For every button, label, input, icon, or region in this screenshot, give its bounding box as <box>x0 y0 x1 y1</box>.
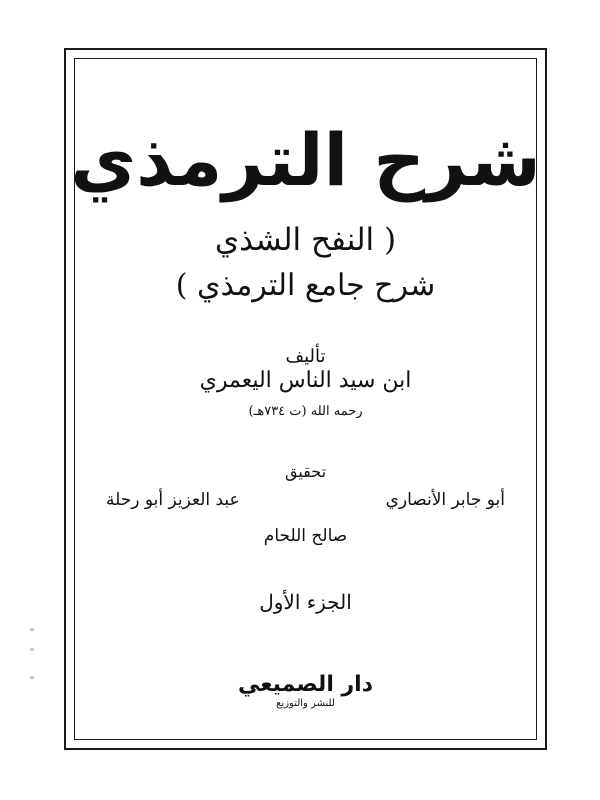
publisher-tagline: للنشر والتوزيع <box>276 698 335 709</box>
book-title: شرح الترمذي <box>70 118 541 202</box>
subtitle-line-1: ( النفح الشذي <box>214 222 397 258</box>
editor-name: صالح اللحام <box>263 526 348 546</box>
publisher-name: دار الصميعي <box>237 672 374 697</box>
outer-border <box>64 48 547 750</box>
subtitle-line-2: شرح جامع الترمذي ) <box>175 268 436 303</box>
scan-speck <box>30 628 34 631</box>
cover-content <box>66 50 545 748</box>
author-label: تأليف <box>285 346 326 367</box>
scan-speck <box>30 648 34 651</box>
editors-row <box>106 490 505 510</box>
editing-label: تحقيق <box>284 462 327 481</box>
author-death-note: رحمه الله (ت ٧٣٤هـ) <box>248 404 363 419</box>
scan-speck <box>30 676 34 679</box>
author-name: ابن سيد الناس اليعمري <box>199 368 412 393</box>
volume-label: الجزء الأول <box>259 590 352 614</box>
editor-name: أبو جابر الأنصاري <box>385 490 505 510</box>
publisher-logo <box>66 672 545 709</box>
editor-name: عبد العزيز أبو رحلة <box>106 490 240 510</box>
